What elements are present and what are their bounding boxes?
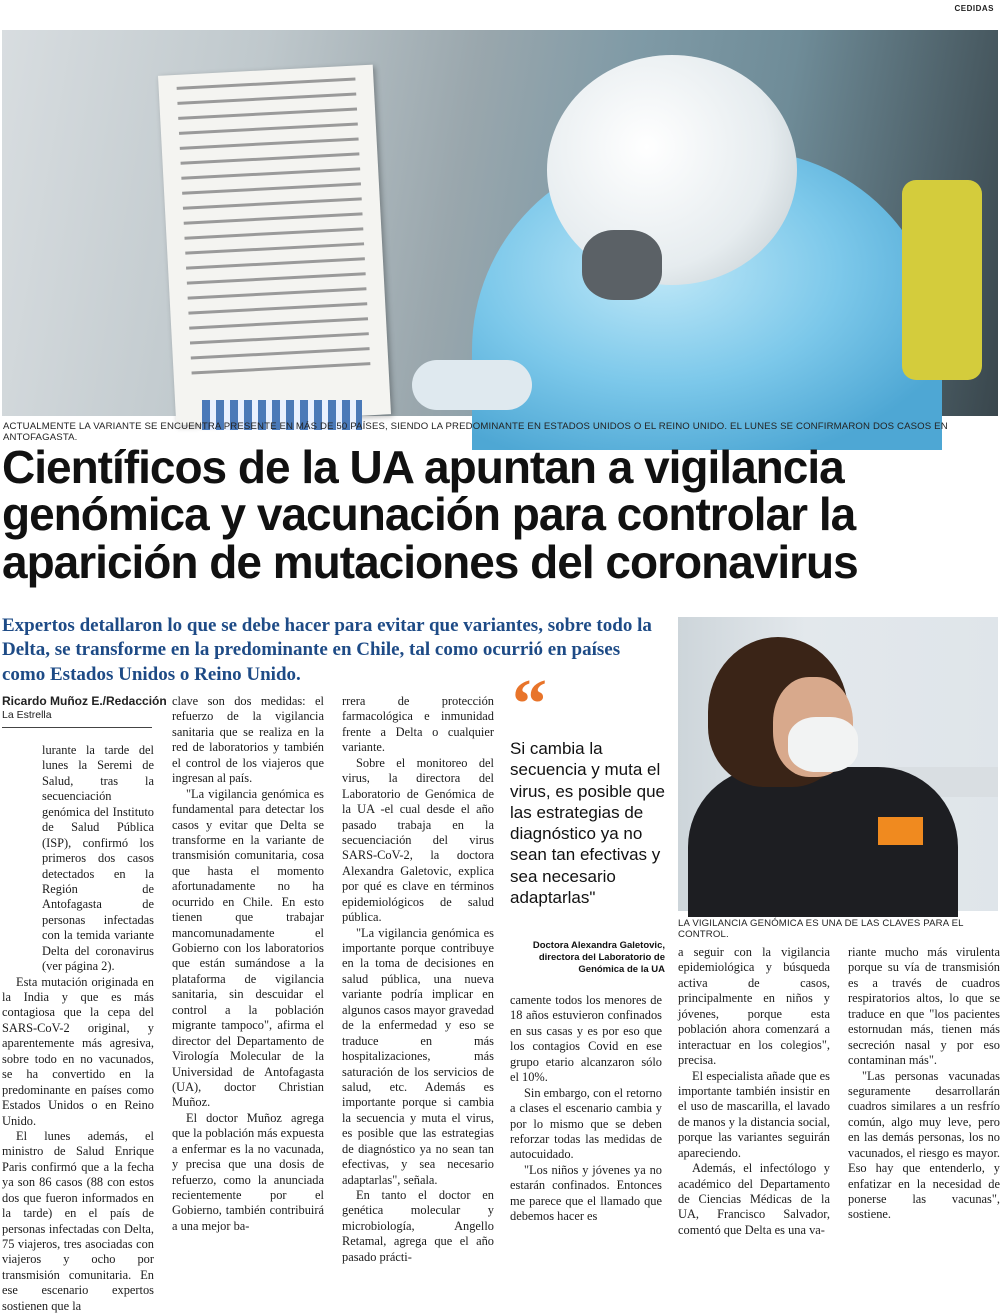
quote-role: directora del Laboratorio de Genómica de la UA xyxy=(538,951,665,975)
right-photo-caption: LA VIGILANCIA GENÓMICA ES UNA DE LAS CLAVES PARA EL CONTROL. xyxy=(678,918,964,940)
gloved-hand xyxy=(412,360,532,410)
article-column-4 xyxy=(510,993,662,1225)
lab-photo xyxy=(2,30,998,416)
paragraph: Sobre el monitoreo del virus, la directora del Laboratorio de Genómica de la UA -el cual desde el año pasado trabaja en la secuenciación del virus SARS-CoV-2, la doctora Alexandra Galetovic, explica por qué es clave en términos epidemiológicos de salud pública. xyxy=(342,755,494,925)
photo-credit: CEDIDAS xyxy=(954,4,994,13)
article-column-6 xyxy=(848,945,1000,1223)
pull-quote: Si cambia la secuencia y muta el virus, es posible que las estrategias de diagnóstico ya no sean tan efectivas y sea necesario adaptarlas" xyxy=(510,739,665,907)
chair xyxy=(902,180,982,380)
paragraph: Además, el infectólogo y académico del Departamento de Ciencias Médicas de la UA, Francisco Salvador, comentó que Delta es una va- xyxy=(678,1161,830,1237)
paragraph: camente todos los menores de 18 años estuvieron confinados en sus casas y es por eso que los contagios Covid en ese grupo etario alcanzaron sólo el 10%. xyxy=(510,993,662,1085)
top-photo-caption: ACTUALMENTE LA VARIANTE SE ENCUENTRA PRESENTE EN MÁS DE 50 PAÍSES, SIENDO LA PREDOMINANTE EN ESTADOS UNIDOS O EL REINO UNIDO. EL LUNES SE CONFIRMARON DOS CASOS EN ANTOFAGASTA. xyxy=(3,421,948,443)
lead-paragraph: Expertos detallaron lo que se debe hacer para evitar que variantes, sobre todo la Delta, se transforme en la predominante en Chile, tal como ocurrió en países como Estados Unidos o Reino Unido. xyxy=(2,615,652,685)
paragraph: lurante la tarde del lunes la Seremi de Salud, tras la secuenciación genómica del Instituto de Salud Pública (ISP), confirmó los primeros dos casos detectados en la Región de Antofagasta de personas infectadas con la temida variante Delta del coronavirus (ver página 2). xyxy=(42,743,154,974)
paragraph: riante mucho más virulenta porque su vía de transmisión es a través de cuadros respiratorios altos, lo que se traduce en que "los pacientes estornudan más, tienen más secreción nasal y por eso contaminan más". xyxy=(848,945,1000,1068)
paragraph: El lunes además, el ministro de Salud Enrique Paris confirmó que a la fecha ya son 86 casos (88 con estos dos que fueron informados en la tarde) en el país de personas infectadas con Delta, 75 viajeros, tres asociadas con viajeros y ocho por transmisión comunitaria. En ese escenario expertos sostienen que la xyxy=(2,1128,154,1313)
paragraph: "Las personas vacunadas seguramente desarrollarán cuadros similares a un resfrío común, algo muy leve, pero en las demás personas, los no vacunados, el riesgo es mayor. Eso hay que entenderlo, y enfatizar en la necesidad de ponerse las vacunas", sostiene. xyxy=(848,1068,1000,1222)
protocol-sheet xyxy=(158,65,391,426)
tube-rack xyxy=(878,817,923,845)
paragraph: Esta mutación originada en la India y que es más contagiosa que la cepa del SARS-CoV-2 original, y aparentemente más agresiva, sobre todo en no vacunados, se ha convertido en la predominante en países como Estados Unidos o en Reino Unido. xyxy=(2,974,154,1128)
headline: Científicos de la UA apuntan a vigilancia genómica y vacunación para controlar la aparición de mutaciones del coronavirus xyxy=(2,441,858,588)
quote-author: Doctora Alexandra Galetovic, xyxy=(532,940,665,951)
article-column-3 xyxy=(342,694,494,1265)
scientist-photo xyxy=(678,617,998,911)
paragraph: En tanto el doctor en genética molecular y microbiología, Angello Retamal, agrega que el año pasado prácti- xyxy=(342,1188,494,1264)
quote-attribution xyxy=(505,940,665,976)
paragraph: "La vigilancia genómica es importante porque contribuye en la toma de decisiones en salud pública, una nueva variante podría implicar en algunos casos mayor gravedad de la enfermedad y eso se traduce en más hospitalizaciones, más saturación de los servicios de salud, etc. Además es importante porque si cambia la secuencia y muta el virus, es posible que las estrategias de diagnóstico ya no sean tan efectivas, y sea necesario adaptarlas", señala. xyxy=(342,925,494,1187)
paragraph: rrera de protección farmacológica e inmunidad frente a Delta o cualquier variante. xyxy=(342,694,494,755)
byline-rule xyxy=(2,727,152,728)
respirator-mask xyxy=(582,230,662,300)
article-column-1 xyxy=(2,743,154,1314)
byline: Ricardo Muñoz E./Redacción xyxy=(2,694,167,708)
source: La Estrella xyxy=(2,709,52,721)
paragraph: El especialista añade que es importante también insistir en el uso de mascarilla, el lavado de manos y la distancia social, porque las variantes seguirán apareciendo. xyxy=(678,1068,830,1160)
article-column-5 xyxy=(678,945,830,1238)
paragraph: clave son dos medidas: el refuerzo de la vigilancia sanitaria que se realiza en la red de laboratorios y también el control de los viajeros que ingresan al país. xyxy=(172,694,324,786)
article-column-2 xyxy=(172,694,324,1234)
face-mask xyxy=(788,717,858,772)
paragraph: "Los niños y jóvenes ya no estarán confinados. Entonces me parece que el llamado que debemos hacer es xyxy=(510,1162,662,1224)
paragraph: "La vigilancia genómica es fundamental para detectar los casos y evitar que Delta se transforme en la variante de transmisión comunitaria, cosa que hasta el momento afortunadamente no ha ocurrido en Chile. En esto tienen que trabajar mancomunadamente el Gobierno con los laboratorios que están sumándose a la plataforma de vigilancia sanitaria, sin descuidar el control a la población migrante tampoco", afirma el director del Departamento de Virología Molecular de la Universidad de Antofagasta (UA), doctor Christian Muñoz. xyxy=(172,786,324,1110)
quote-mark-icon: “ xyxy=(512,666,547,743)
paragraph: El doctor Muñoz agrega que la población más expuesta a enfermar es la no vacunada, y precisa que una dosis de refuerzo, como la anunciada recientemente por el Gobierno, también contribuirá a una mejor ba- xyxy=(172,1110,324,1233)
paragraph: a seguir con la vigilancia epidemiológica y búsqueda activa de casos, principalmente en niños y jóvenes, porque esta población ahora comenzará a interactuar en los colegios", precisa. xyxy=(678,945,830,1068)
paragraph: Sin embargo, con el retorno a clases el escenario cambia y por lo mismo que se deben reforzar todas las medidas de autocuidado. xyxy=(510,1085,662,1162)
